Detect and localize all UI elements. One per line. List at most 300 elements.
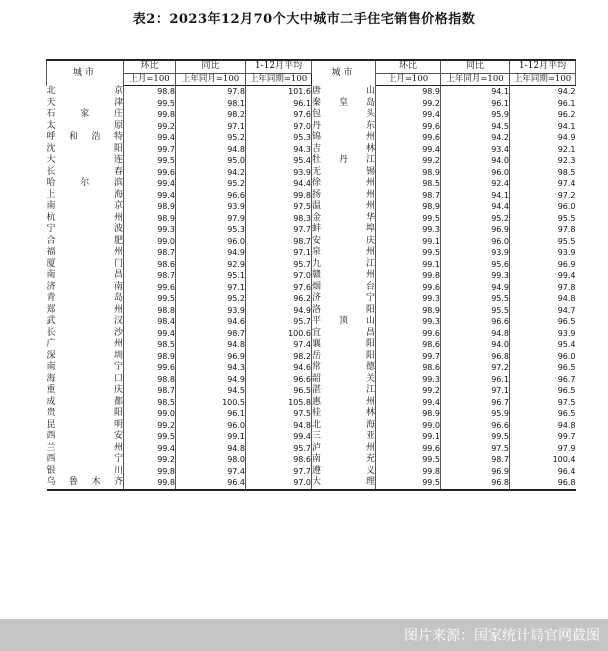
city-name-left: 合 肥	[46, 235, 123, 246]
yoy-value-left: 94.5	[176, 385, 246, 397]
city-name-right: 包 头	[312, 109, 375, 119]
yoy-value-left: 97.1	[176, 282, 246, 294]
city-name-left: 深 圳	[46, 350, 123, 361]
avg-value-right: 97.2	[557, 190, 576, 200]
mom-value-left: 99.4	[124, 178, 176, 190]
mom-value-right: 98.9	[376, 86, 441, 98]
yoy-value-left: 96.1	[176, 408, 246, 420]
avg-value-right: 96.0	[557, 202, 576, 211]
city-name-left: 南 昌	[46, 270, 123, 280]
avg-value-left: 97.6	[246, 282, 312, 294]
city-name-right: 徐 州	[312, 178, 375, 188]
avg-value-left: 96.6	[246, 374, 312, 386]
mom-value-left: 99.7	[124, 144, 176, 156]
yoy-value-left: 94.8	[176, 144, 246, 156]
yoy-value-right: 95.2	[441, 213, 510, 225]
mom-value-left: 98.8	[124, 305, 176, 317]
mom-value-right: 99.4	[376, 109, 441, 121]
mom-value-left: 99.6	[124, 282, 176, 294]
yoy-header-right: 同比	[441, 60, 510, 73]
mom-value-left: 99.0	[124, 236, 176, 248]
yoy-value-left: 94.9	[176, 247, 246, 259]
yoy-value-left: 95.2	[176, 293, 246, 305]
avg-value-left: 98.7	[246, 236, 312, 248]
city-name-left: 贵 阳	[46, 408, 123, 418]
avg-value-left: 97.7	[246, 466, 312, 478]
yoy-value-right: 94.1	[441, 86, 510, 98]
avg-value-left: 95.7	[246, 316, 312, 328]
city-name-left: 长 春	[46, 166, 123, 177]
mom-value-left: 98.9	[124, 201, 176, 213]
city-name-right: 烟 台	[312, 281, 375, 292]
avg-value-right: 95.5	[557, 236, 576, 246]
mom-base-right: 上月=100	[376, 73, 441, 86]
yoy-value-right: 96.1	[441, 98, 510, 110]
avg-value-left: 94.4	[246, 178, 312, 190]
avg-value-left: 94.6	[246, 362, 312, 374]
mom-value-left: 99.0	[124, 408, 176, 420]
yoy-value-right: 96.9	[441, 224, 510, 236]
avg-value-left: 98.3	[246, 213, 312, 225]
avg-value-right: 96.5	[557, 386, 576, 395]
city-name-right: 桂 林	[312, 408, 375, 418]
city-header-left: 城市	[47, 60, 124, 86]
mom-value-right: 99.8	[376, 466, 441, 478]
mom-value-right: 99.6	[376, 132, 441, 144]
mom-value-right: 99.5	[376, 477, 441, 490]
yoy-value-left: 94.6	[176, 316, 246, 328]
table-row	[47, 247, 576, 259]
avg-value-right: 94.7	[557, 305, 576, 315]
table-row	[47, 408, 576, 420]
city-name-right: 安 庆	[312, 235, 375, 246]
city-name-right: 无 锡	[312, 166, 375, 177]
table-row	[47, 316, 576, 328]
yoy-value-right: 95.6	[441, 259, 510, 271]
mom-value-right: 99.5	[376, 454, 441, 466]
yoy-value-right: 96.7	[441, 397, 510, 409]
yoy-value-right: 99.5	[441, 431, 510, 443]
mom-value-left: 98.6	[124, 259, 176, 271]
avg-value-right: 95.5	[557, 213, 576, 223]
city-name-left: 杭 州	[46, 212, 123, 223]
table-row	[47, 213, 576, 225]
avg-value-right: 97.4	[557, 179, 576, 188]
city-name-right: 惠 州	[312, 396, 375, 407]
mom-value-left: 99.4	[124, 443, 176, 455]
avg-value-left: 94.9	[246, 305, 312, 317]
mom-value-left: 99.6	[124, 362, 176, 374]
city-name-right: 扬 州	[312, 189, 375, 200]
mom-value-right: 99.8	[376, 270, 441, 282]
yoy-value-right: 94.4	[441, 201, 510, 213]
avg-value-left: 96.2	[246, 293, 312, 305]
mom-value-right: 99.0	[376, 420, 441, 432]
yoy-value-right: 96.6	[441, 316, 510, 328]
city-name-right: 大 理	[312, 477, 376, 490]
table-row	[47, 374, 576, 386]
mom-value-right: 99.6	[376, 328, 441, 340]
yoy-value-right: 97.2	[441, 362, 510, 374]
mom-value-left: 98.9	[124, 213, 176, 225]
avg-value-right: 96.5	[557, 317, 576, 326]
table-body	[47, 86, 576, 490]
yoy-value-left: 99.1	[176, 431, 246, 443]
yoy-value-left: 97.8	[176, 86, 246, 98]
city-name-left: 西 安	[46, 431, 123, 441]
mom-value-right: 98.6	[376, 362, 441, 374]
yoy-value-right: 98.7	[441, 454, 510, 466]
table-title: 表2：2023年12月70个大中城市二手住宅销售价格指数	[132, 12, 476, 27]
city-name-left: 上 海	[46, 189, 123, 200]
mom-value-left: 98.5	[124, 339, 176, 351]
city-name-left: 石家庄	[46, 109, 123, 119]
yoy-value-right: 94.5	[441, 121, 510, 133]
avg-value-right: 99.7	[557, 432, 576, 441]
mom-value-left: 99.5	[124, 431, 176, 443]
table-row	[47, 466, 576, 478]
city-name-right: 九 江	[312, 258, 375, 269]
avg-value-right: 96.7	[557, 374, 576, 384]
city-name-left: 沈 阳	[46, 143, 123, 154]
city-name-left: 天 津	[46, 97, 123, 108]
mom-value-right: 99.2	[376, 155, 441, 167]
mom-value-right: 99.1	[376, 259, 441, 271]
mom-value-right: 99.6	[376, 443, 441, 455]
watermark-text: 图片来源：国家统计局官网截图	[404, 628, 600, 644]
city-name-left: 乌鲁木齐	[47, 477, 124, 490]
avg-value-left: 97.0	[246, 121, 312, 133]
mom-value-right: 98.9	[376, 201, 441, 213]
avg-value-right: 96.2	[557, 110, 576, 119]
table-row	[47, 431, 576, 443]
table-row	[47, 224, 576, 236]
mom-value-left: 99.5	[124, 98, 176, 110]
mom-value-left: 98.9	[124, 351, 176, 363]
city-name-right: 岳 阳	[312, 350, 375, 361]
avg-value-right: 94.9	[557, 133, 576, 142]
mom-value-right: 98.7	[376, 190, 441, 202]
avg-base-right: 上年同期=100	[510, 73, 576, 86]
city-name-right: 遵 义	[312, 465, 375, 476]
city-name-right: 襄 阳	[312, 339, 375, 349]
city-name-left: 南 宁	[46, 362, 123, 372]
table-row	[47, 167, 576, 179]
city-name-right: 韶 关	[312, 373, 375, 384]
yoy-value-right: 95.9	[441, 109, 510, 121]
yoy-value-left: 95.2	[176, 132, 246, 144]
city-name-right: 宜 昌	[312, 327, 375, 338]
mom-value-left: 98.8	[124, 86, 176, 98]
mom-value-right: 99.3	[376, 316, 441, 328]
avg-value-left: 97.5	[246, 201, 312, 213]
city-name-right: 平顶山	[312, 316, 375, 326]
table-row	[47, 259, 576, 271]
yoy-value-left: 93.9	[176, 201, 246, 213]
avg-value-right: 96.0	[557, 351, 576, 361]
table-row	[47, 98, 576, 110]
table-row	[47, 190, 576, 202]
mom-value-left: 98.7	[124, 247, 176, 259]
table-row	[47, 351, 576, 363]
avg-value-right: 99.4	[557, 271, 576, 280]
avg-header-right: 1-12月平均	[510, 60, 576, 73]
city-name-left: 福 州	[46, 247, 123, 257]
table-row	[47, 385, 576, 397]
city-name-right: 赣 州	[312, 270, 375, 280]
avg-base-left: 上年同期=100	[246, 73, 312, 86]
mom-value-right: 98.9	[376, 167, 441, 179]
avg-value-right: 97.9	[557, 443, 576, 453]
mom-value-right: 98.6	[376, 339, 441, 351]
city-name-right: 金 华	[312, 212, 375, 223]
city-name-right: 温 州	[312, 201, 375, 211]
avg-value-right: 94.2	[557, 87, 576, 96]
mom-value-left: 99.2	[124, 420, 176, 432]
city-name-left: 长 沙	[46, 327, 123, 338]
yoy-value-left: 97.9	[176, 213, 246, 225]
avg-value-right: 95.4	[557, 340, 576, 349]
mom-value-left: 99.5	[124, 155, 176, 167]
avg-value-right: 96.1	[557, 98, 576, 108]
city-name-left: 广 州	[46, 339, 123, 349]
avg-value-right: 100.4	[552, 455, 576, 464]
mom-value-right: 99.3	[376, 374, 441, 386]
yoy-value-right: 96.0	[441, 167, 510, 179]
city-header-right: 城市	[312, 60, 376, 86]
avg-header-left: 1-12月平均	[246, 60, 312, 73]
avg-value-left: 98.2	[246, 351, 312, 363]
table-row	[47, 328, 576, 340]
city-name-right: 蚌 埠	[312, 224, 375, 234]
yoy-value-right: 96.8	[441, 477, 510, 490]
mom-value-right: 99.6	[376, 121, 441, 133]
table-row	[47, 236, 576, 248]
yoy-value-right: 96.0	[441, 236, 510, 248]
city-name-right: 泉 州	[312, 247, 375, 257]
mom-value-left: 99.4	[124, 190, 176, 202]
avg-value-right: 93.9	[557, 328, 576, 338]
avg-value-left: 96.1	[246, 98, 312, 110]
avg-value-right: 92.1	[557, 144, 576, 154]
city-name-right: 秦皇岛	[312, 97, 375, 108]
table-row	[47, 86, 576, 98]
mom-value-right: 98.9	[376, 408, 441, 420]
yoy-value-left: 98.0	[176, 454, 246, 466]
avg-value-left: 95.4	[246, 155, 312, 167]
avg-value-right: 96.5	[557, 409, 576, 418]
city-name-left: 厦 门	[46, 258, 123, 269]
avg-value-left: 101.6	[246, 86, 312, 98]
city-name-left: 西 宁	[46, 454, 123, 464]
mom-value-right: 99.3	[376, 224, 441, 236]
table-row	[47, 397, 576, 409]
city-name-left: 北 京	[46, 85, 123, 96]
yoy-value-right: 96.6	[441, 420, 510, 432]
yoy-value-right: 96.1	[441, 374, 510, 386]
avg-value-left: 97.1	[246, 247, 312, 259]
yoy-value-left: 95.3	[176, 224, 246, 236]
city-name-right: 洛 阳	[312, 304, 375, 315]
avg-value-right: 94.8	[557, 294, 576, 303]
yoy-value-left: 98.2	[176, 109, 246, 121]
yoy-value-left: 100.5	[176, 397, 246, 409]
table-row	[47, 339, 576, 351]
city-name-left: 南 京	[46, 201, 123, 211]
yoy-value-left: 98.1	[176, 98, 246, 110]
city-name-right: 吉 林	[312, 143, 375, 154]
avg-value-right: 92.3	[557, 156, 576, 165]
avg-value-left: 100.6	[246, 328, 312, 340]
yoy-value-right: 92.4	[441, 178, 510, 190]
yoy-value-left: 94.9	[176, 374, 246, 386]
yoy-value-right: 94.0	[441, 339, 510, 351]
mom-value-right: 99.5	[376, 213, 441, 225]
city-name-right: 三 亚	[312, 431, 375, 441]
mom-value-left: 99.8	[124, 109, 176, 121]
city-name-left: 昆 明	[46, 419, 123, 430]
table-row	[47, 293, 576, 305]
city-name-left: 重 庆	[46, 385, 123, 395]
yoy-value-right: 95.9	[441, 408, 510, 420]
mom-value-left: 99.8	[124, 477, 176, 490]
mom-value-left: 99.5	[124, 293, 176, 305]
table-row	[47, 420, 576, 432]
yoy-value-right: 97.5	[441, 443, 510, 455]
yoy-value-right: 94.9	[441, 282, 510, 294]
yoy-value-left: 96.0	[176, 420, 246, 432]
mom-value-right: 99.1	[376, 431, 441, 443]
yoy-value-right: 93.9	[441, 247, 510, 259]
yoy-base-left: 上年同月=100	[176, 73, 246, 86]
mom-value-right: 99.2	[376, 385, 441, 397]
yoy-value-right: 95.5	[441, 293, 510, 305]
city-name-left: 太 原	[46, 120, 123, 131]
yoy-value-right: 96.9	[441, 466, 510, 478]
city-name-left: 银 川	[46, 465, 123, 476]
city-name-left: 郑 州	[46, 304, 123, 315]
yoy-value-left: 96.6	[176, 190, 246, 202]
avg-value-right: 97.8	[557, 225, 576, 234]
mom-value-right: 99.3	[376, 293, 441, 305]
mom-value-left: 98.7	[124, 270, 176, 282]
avg-value-right: 96.8	[510, 477, 576, 490]
table-row	[47, 144, 576, 156]
mom-value-left: 99.2	[124, 454, 176, 466]
yoy-value-right: 99.3	[441, 270, 510, 282]
yoy-value-right: 94.1	[441, 190, 510, 202]
table-row	[47, 362, 576, 374]
mom-value-right: 99.6	[376, 282, 441, 294]
city-name-left: 成 都	[46, 396, 123, 407]
city-name-right: 唐 山	[312, 85, 375, 96]
avg-value-left: 97.0	[246, 270, 312, 282]
city-name-right: 南 充	[312, 454, 375, 464]
mom-value-left: 99.8	[124, 466, 176, 478]
city-name-left: 呼和浩特	[46, 132, 123, 142]
avg-value-left: 99.8	[246, 190, 312, 202]
mom-value-left: 99.4	[124, 328, 176, 340]
avg-value-right: 96.9	[557, 259, 576, 269]
yoy-value-right: 93.4	[441, 144, 510, 156]
city-name-right: 湛 江	[312, 385, 375, 395]
table-row	[47, 132, 576, 144]
yoy-value-left: 98.7	[176, 328, 246, 340]
table-row	[47, 477, 576, 490]
avg-value-left: 96.5	[246, 385, 312, 397]
avg-value-right: 97.8	[557, 282, 576, 292]
mom-value-left: 98.7	[124, 385, 176, 397]
city-name-left: 海 口	[46, 373, 123, 384]
table-row	[47, 178, 576, 190]
avg-value-left: 97.5	[246, 408, 312, 420]
mom-value-right: 98.5	[376, 178, 441, 190]
table-row	[47, 201, 576, 213]
mom-value-left: 99.3	[124, 224, 176, 236]
city-name-right: 锦 州	[312, 132, 375, 142]
mom-value-left: 99.2	[124, 121, 176, 133]
avg-value-right: 97.5	[557, 397, 576, 407]
avg-value-left: 95.7	[246, 443, 312, 455]
table-row	[47, 305, 576, 317]
table-row	[47, 443, 576, 455]
city-name-left: 济 南	[46, 281, 123, 292]
city-name-left: 哈尔滨	[46, 178, 123, 188]
avg-value-right: 94.8	[557, 420, 576, 430]
mom-value-left: 98.5	[124, 397, 176, 409]
yoy-value-left: 96.0	[176, 236, 246, 248]
city-name-right: 丹 东	[312, 120, 375, 131]
city-name-right: 济 宁	[312, 293, 375, 303]
table-row	[47, 121, 576, 133]
mom-value-left: 99.4	[124, 132, 176, 144]
yoy-value-left: 94.3	[176, 362, 246, 374]
yoy-value-left: 92.9	[176, 259, 246, 271]
yoy-value-right: 94.2	[441, 132, 510, 144]
table-row	[47, 109, 576, 121]
city-name-left: 武 汉	[46, 316, 123, 326]
yoy-value-left: 94.8	[176, 339, 246, 351]
yoy-value-left: 96.9	[176, 351, 246, 363]
yoy-value-left: 97.1	[176, 121, 246, 133]
avg-value-left: 97.0	[246, 477, 312, 490]
avg-value-right: 98.5	[557, 167, 576, 177]
mom-value-right: 99.5	[376, 247, 441, 259]
table-row	[47, 282, 576, 294]
mom-base-left: 上月=100	[124, 73, 176, 86]
city-name-right: 北 海	[312, 419, 375, 430]
city-name-left: 大 连	[46, 155, 123, 165]
city-name-left: 宁 波	[46, 224, 123, 234]
city-name-right: 牡丹江	[312, 155, 375, 165]
avg-value-left: 94.8	[246, 420, 312, 432]
table-row	[47, 155, 576, 167]
yoy-value-left: 94.8	[176, 443, 246, 455]
avg-value-left: 95.3	[246, 132, 312, 144]
yoy-value-left: 95.0	[176, 155, 246, 167]
city-name-right: 泸 州	[312, 442, 375, 453]
mom-value-right: 99.1	[376, 236, 441, 248]
yoy-value-right: 94.8	[441, 328, 510, 340]
mom-value-right: 99.4	[376, 397, 441, 409]
city-name-left: 青 岛	[46, 293, 123, 303]
city-name-right: 常 德	[312, 362, 375, 372]
avg-value-left: 97.4	[246, 339, 312, 351]
yoy-value-left: 95.1	[176, 270, 246, 282]
mom-value-right: 99.4	[376, 144, 441, 156]
price-index-table	[46, 59, 576, 491]
avg-value-left: 97.6	[246, 109, 312, 121]
